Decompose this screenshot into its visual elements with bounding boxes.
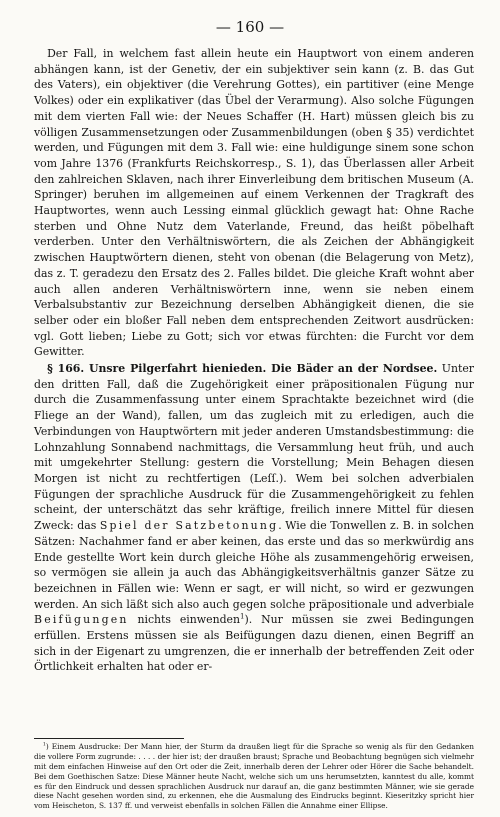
page-number: — 160 — [215, 18, 285, 36]
paragraph-section-166 [34, 361, 474, 675]
spaced-emphasis: Spiel der Satzbetonung [99, 519, 279, 533]
text-run: Der Fall, in welchem fast allein heute ein Hauptwort von einem anderen abhängen kann, ist der Genetiv, der ein subjektiver sein kann (z. B. das Gut des Vaters), ein objektiver (die Verehrung Gottes), ein partitiver (eine Menge Volkes) oder ein explikativer (das Übel der Verarmung). Also solche Fügungen mit dem vierten Fall wie: der Neues Schaffer (H. Hart) müssen gleich bis zu völligen Zusammensetzungen oder Zusammenbildungen (oben § 35) verdichtet werden, und Fügungen mit dem 3. Fall wie: eine huldigunge sinem sone schon vom Jahre 1376 (Frankfurts Reichskorresp., S. 1), das Überlassen aller Arbeit den zahlreichen Sklaven, nach ihrer Einverleibung dem britischen Museum (A. Springer) beruhen im allgemeinen auf einem Verkennen der Tragkraft des Hauptwortes, wenn auch Lessing einmal glücklich gewagt hat: Ohne Rache sterben und Ohne Nutz dem Vaterlande, Freund, das heißt pöbelhaft verderben. Unter den Verhältniswörtern, die als Zeichen der Abhängigkeit zwischen Hauptwörtern dienen, steht von obenan (die Belagerung von Metz), das z. T. geradezu den Ersatz des 2. Falles bildet. Die gleiche Kraft wohnt aber auch allen anderen Verhältniswörtern inne, wenn sie neben einem Verbalsubstantiv zur Bezeichnung derselben Abhängigkeit dienen, die sie selber oder ein bloßer Fall neben dem entsprechenden Zeitwort ausdrücken: vgl. Gott lieben; Liebe zu Gott; sich vor etwas fürchten: die Furcht vor dem Gewitter. [34, 47, 474, 359]
footnote-1 [34, 742, 474, 811]
text-run: Unter den dritten Fall, daß die Zugehörigkeit einer präpositionalen Fügung nur durch die Zusammenfassung unter einem Sprachtakte bezeichnet wird (die Fliege an der Wand), fallen, um das zugleich mit zu erledigen, auch die Verbindungen von Hauptwörtern mit jeder anderen Umstandsbestimmung: die Lohnzahlung Sonnabend nachmittags, die Versammlung heut früh, und auch mit umgekehrter Stellung: gestern die Vorstellung; Mein Behagen diesen Morgen ist nicht zu rechtfertigen (Leſſ.). Wem bei solchen adverbialen Fügungen der sprachliche Ausdruck für die Zusammengehörigkeit zu fehlen scheint, der unterschätzt das sehr kräftige, freilich innere Mittel für diesen Zweck: das [34, 362, 474, 533]
footnote-ref: 1 [42, 742, 46, 748]
text-run: nichts einwenden [128, 613, 241, 627]
footnote-ref: 1 [240, 611, 245, 621]
text-run: ) Einem Ausdrucke: Der Mann hier, der Sturm da draußen liegt für die Sprache so wenig als für den Gedanken die vollere Form zugrunde: . . . . der hier ist; der draußen braust; Sprache und Beobachtung begnügen sich vielmehr mit dem einfachen Hinweise auf den Ort oder die Zeit, innerhalb deren der Lehrer oder Hörer die Sache behandelt. Bei dem Goethischen Satze: Diese Männer heute Nacht, welche sich um uns herumsetzten, kanntest du alle, kommt es für den Eindruck und dessen sprachlichen Ausdruck nur darauf an, die ganz bestimmten Männer, wie sie gerade diese Nacht gesehen worden sind, zu erkennen, ehe die Ausmalung des Eindrucks beginnt. Kieseritzky spricht hier vom Heischeton, S. 137 ff. und verweist ebenfalls in solchen Fällen die Annahme einer Ellipse. [34, 742, 474, 811]
main-text [34, 46, 474, 732]
text-run: . Wie die Tonwellen z. B. in solchen Sätzen: Nachahmer fand er aber keinen, das erste und das so merkwürdig ans Ende gestellte Wort kein durch gleiche Höhe als zusammengehörig erweisen, so vermögen sie allein ja auch das Abhängigkeitsverhältnis ganzer Sätze zu bezeichnen in Fällen wie: Wenn er sagt, er will nicht, so wird er gezwungen werden. An sich läßt sich also auch gegen solche präpositionale und adverbiale [34, 519, 474, 611]
text-run: ). Nur müssen sie zwei Bedingungen erfüllen. Erstens müssen sie als Beifügungen dazu dienen, einen Begriff an sich in der Eigenart zu umgrenzen, die er innerhalb der betreffenden Zeit oder Örtlichkeit erhalten hat oder er- [34, 613, 474, 674]
spaced-emphasis: Beifügungen [34, 613, 129, 627]
paragraph-genetiv [34, 46, 474, 360]
footnote-divider [34, 738, 184, 739]
section-heading: § 166. Unsre Pilgerfahrt hienieden. Die Bäder an der Nordsee. [47, 362, 438, 376]
footnote-area [34, 742, 474, 812]
